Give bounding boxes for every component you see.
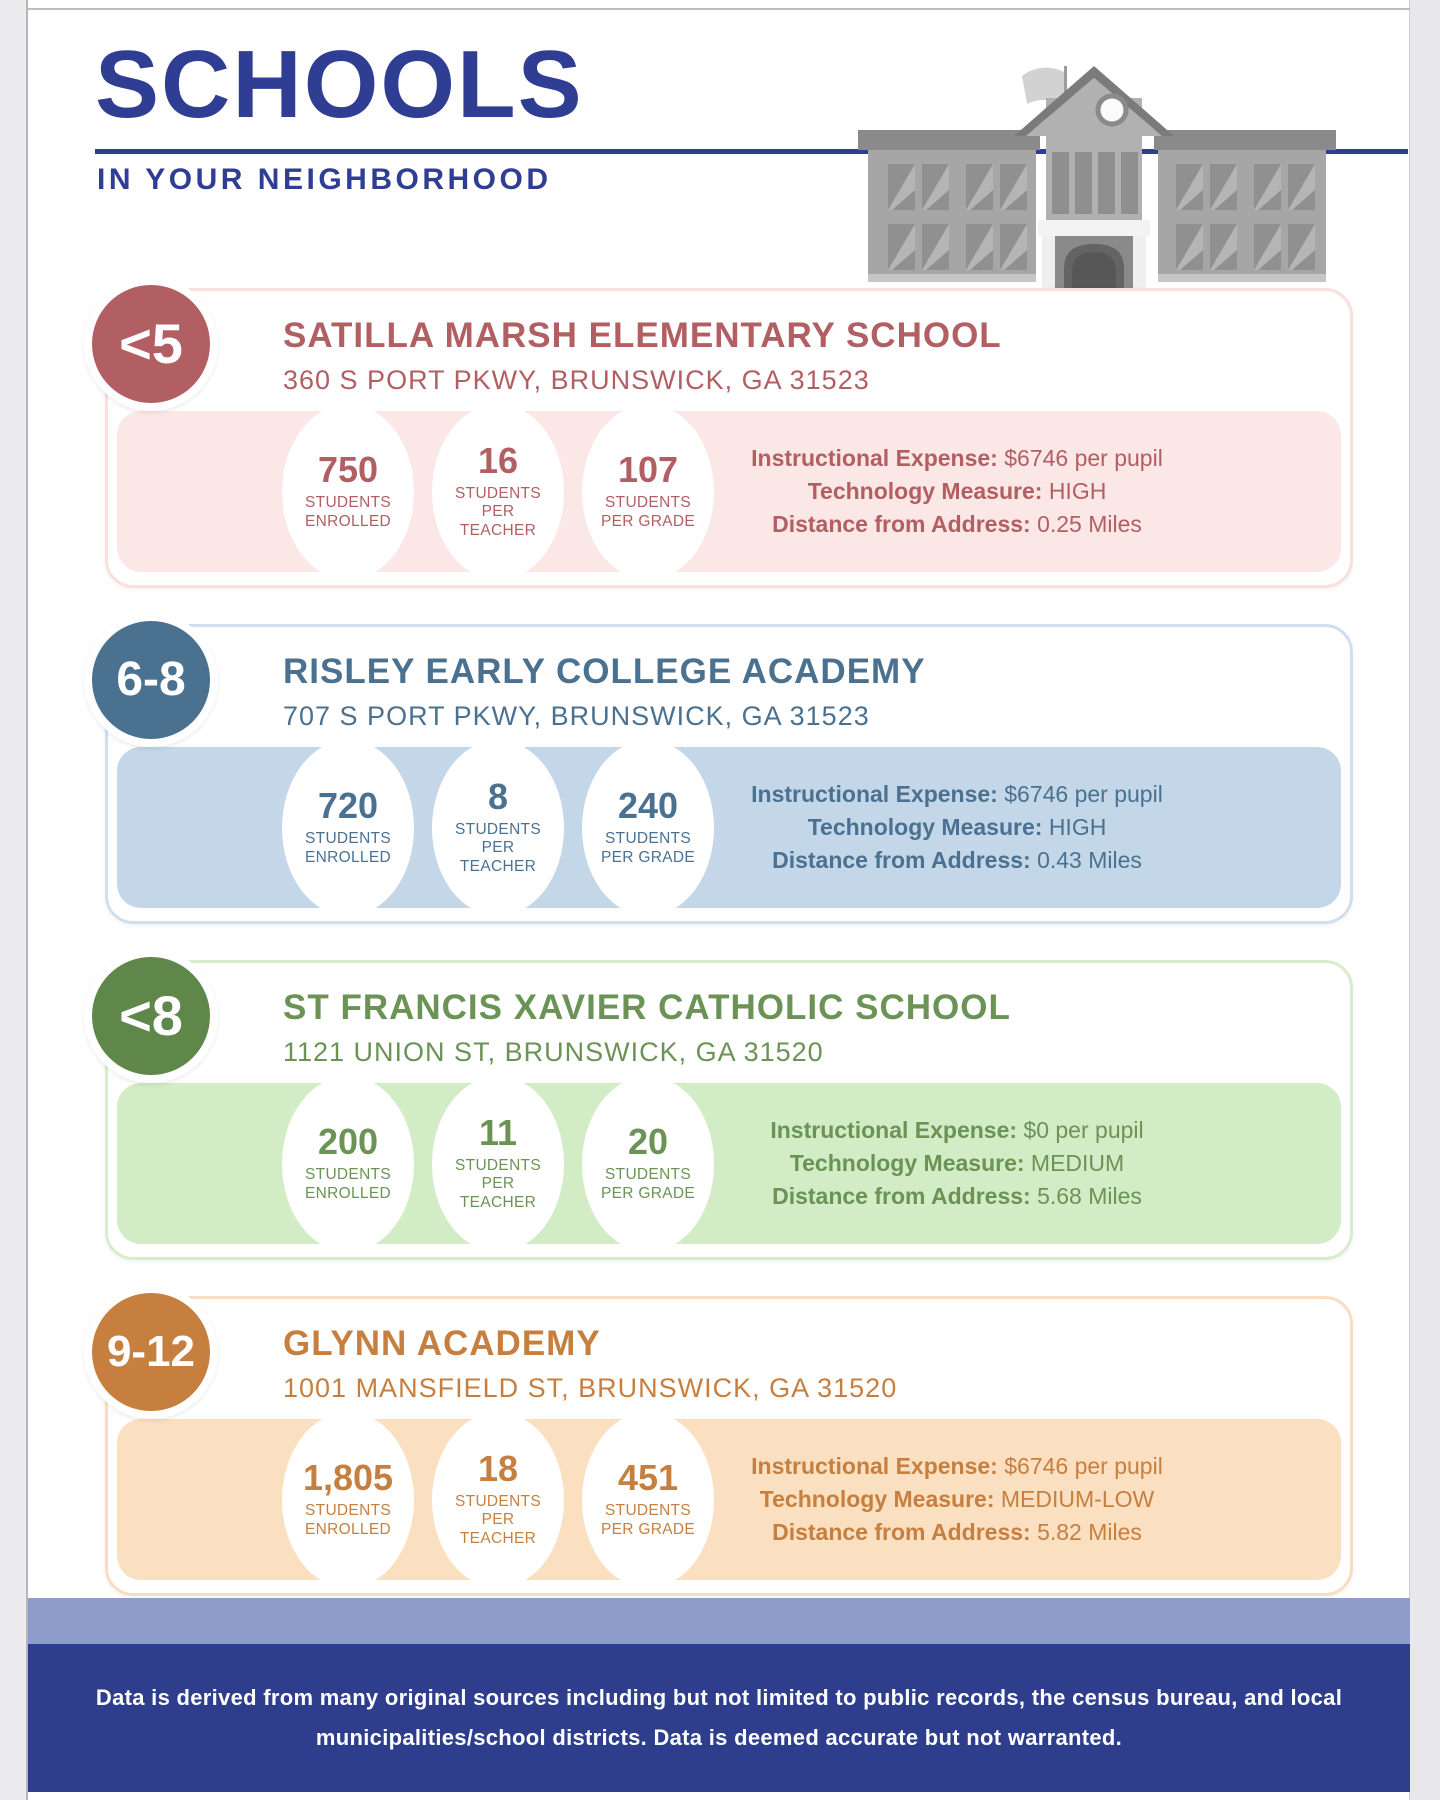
stat-value: 11 xyxy=(478,1111,518,1153)
footer-accent-strip xyxy=(28,1598,1410,1644)
detail-value: 5.82 Miles xyxy=(1037,1519,1142,1546)
detail-value: $6746 per pupil xyxy=(1004,444,1163,471)
detail-label: Instructional Expense: xyxy=(770,1116,1018,1143)
stat-bubble-enrolled xyxy=(282,740,414,916)
detail-label: Distance from Address: xyxy=(772,1183,1031,1210)
stat-value: 107 xyxy=(617,448,679,490)
page-subtitle: IN YOUR NEIGHBORHOOD xyxy=(97,163,552,196)
details-block xyxy=(737,1113,1177,1213)
detail-label: Instructional Expense: xyxy=(751,780,998,807)
school-card-risley xyxy=(105,624,1353,924)
school-card-list xyxy=(105,288,1353,1632)
stat-bubble-enrolled xyxy=(282,1076,414,1252)
detail-value: 0.43 Miles xyxy=(1037,847,1142,874)
stat-bubble-enrolled xyxy=(282,1412,414,1588)
stat-label: STUDENTS PER TEACHER xyxy=(455,820,541,875)
detail-line-expense xyxy=(737,1113,1177,1146)
grade-range-label: 6-8 xyxy=(116,653,186,706)
detail-value: $6746 per pupil xyxy=(1004,780,1163,807)
grade-range-badge xyxy=(84,613,218,747)
detail-line-expense xyxy=(737,1449,1177,1482)
detail-label: Distance from Address: xyxy=(772,847,1031,874)
stats-row xyxy=(282,740,714,916)
grade-range-badge xyxy=(84,949,218,1083)
grade-range-label: 9-12 xyxy=(106,1327,196,1376)
card-header xyxy=(108,1299,1350,1404)
detail-value: HIGH xyxy=(1048,477,1107,504)
stat-value: 1,805 xyxy=(302,1456,394,1498)
stat-label: STUDENTS PER GRADE xyxy=(601,829,695,866)
stat-value: 240 xyxy=(617,784,679,826)
school-address: 1001 MANSFIELD ST, BRUNSWICK, GA 31520 xyxy=(283,1372,898,1403)
stats-panel xyxy=(117,747,1341,908)
stats-row xyxy=(282,404,714,580)
stat-label: STUDENTS PER GRADE xyxy=(601,1165,695,1202)
stat-value: 200 xyxy=(317,1120,379,1162)
detail-line-distance xyxy=(737,508,1177,541)
school-address: 1121 UNION ST, BRUNSWICK, GA 31520 xyxy=(283,1036,824,1067)
stat-bubble-enrolled xyxy=(282,404,414,580)
stat-bubble-per-teacher xyxy=(432,1412,564,1588)
card-header xyxy=(108,291,1350,396)
disclaimer-line-1: Data is derived from many original sources including but not limited to public records, the census bureau, and local xyxy=(95,1685,1343,1710)
school-card-satilla-marsh xyxy=(105,288,1353,588)
detail-line-distance xyxy=(737,1180,1177,1213)
school-building-icon xyxy=(858,40,1336,288)
stat-value: 20 xyxy=(627,1120,669,1162)
detail-value: 5.68 Miles xyxy=(1037,1183,1142,1210)
school-address: 360 S PORT PKWY, BRUNSWICK, GA 31523 xyxy=(283,364,870,395)
detail-label: Instructional Expense: xyxy=(751,1452,998,1479)
detail-label: Technology Measure: xyxy=(807,477,1043,504)
stat-value: 720 xyxy=(317,784,379,826)
stat-value: 8 xyxy=(487,775,509,817)
detail-value: HIGH xyxy=(1048,813,1107,840)
page-edge-left xyxy=(0,0,28,1800)
grade-range-badge xyxy=(84,277,218,411)
school-name: RISLEY EARLY COLLEGE ACADEMY xyxy=(283,652,926,691)
stat-bubble-per-grade xyxy=(582,1076,714,1252)
grade-range-label: <8 xyxy=(119,984,183,1047)
stat-label: STUDENTS ENROLLED xyxy=(305,829,391,866)
stats-panel xyxy=(117,1419,1341,1580)
stat-value: 16 xyxy=(477,439,519,481)
stat-label: STUDENTS PER TEACHER xyxy=(455,1492,541,1547)
card-header xyxy=(108,627,1350,732)
details-block xyxy=(737,1449,1177,1549)
school-card-st-francis xyxy=(105,960,1353,1260)
detail-value: $0 per pupil xyxy=(1023,1116,1144,1143)
detail-label: Distance from Address: xyxy=(772,1519,1031,1546)
stat-bubble-per-grade xyxy=(582,1412,714,1588)
page-title: SCHOOLS xyxy=(95,31,584,138)
detail-label: Technology Measure: xyxy=(759,1485,995,1512)
details-block xyxy=(737,777,1177,877)
stat-label: STUDENTS PER GRADE xyxy=(601,493,695,530)
stat-label: STUDENTS ENROLLED xyxy=(305,1165,391,1202)
detail-label: Distance from Address: xyxy=(772,511,1031,538)
detail-value: $6746 per pupil xyxy=(1004,1452,1163,1479)
disclaimer-line-2: municipalities/school districts. Data is deemed accurate but not warranted. xyxy=(315,1725,1123,1750)
grade-range-badge xyxy=(84,1285,218,1419)
stat-bubble-per-teacher xyxy=(432,404,564,580)
stat-value: 18 xyxy=(477,1447,519,1489)
stat-label: STUDENTS ENROLLED xyxy=(305,493,391,530)
stat-value: 451 xyxy=(617,1456,679,1498)
detail-label: Technology Measure: xyxy=(789,1149,1025,1176)
stat-bubble-per-grade xyxy=(582,404,714,580)
page-edge-right xyxy=(1409,0,1440,1800)
card-header xyxy=(108,963,1350,1068)
stat-bubble-per-grade xyxy=(582,740,714,916)
detail-label: Instructional Expense: xyxy=(751,444,998,471)
detail-line-distance xyxy=(737,844,1177,877)
footer-disclaimer xyxy=(28,1644,1410,1792)
school-card-glynn-academy xyxy=(105,1296,1353,1596)
detail-line-technology xyxy=(737,1147,1177,1180)
detail-line-technology xyxy=(737,1483,1177,1516)
school-name: SATILLA MARSH ELEMENTARY SCHOOL xyxy=(283,316,1002,355)
detail-line-technology xyxy=(737,811,1177,844)
detail-line-expense xyxy=(737,441,1177,474)
stat-label: STUDENTS ENROLLED xyxy=(305,1501,391,1538)
school-address: 707 S PORT PKWY, BRUNSWICK, GA 31523 xyxy=(283,700,870,731)
stat-label: STUDENTS PER GRADE xyxy=(601,1501,695,1538)
detail-value: MEDIUM-LOW xyxy=(1000,1485,1155,1512)
detail-line-technology xyxy=(737,475,1177,508)
school-name: ST FRANCIS XAVIER CATHOLIC SCHOOL xyxy=(283,988,1011,1027)
stat-value: 750 xyxy=(317,448,379,490)
details-block xyxy=(737,441,1177,541)
grade-range-label: <5 xyxy=(119,312,183,375)
detail-value: MEDIUM xyxy=(1030,1149,1125,1176)
stat-bubble-per-teacher xyxy=(432,1076,564,1252)
detail-value: 0.25 Miles xyxy=(1037,511,1142,538)
stats-row xyxy=(282,1076,714,1252)
stats-panel xyxy=(117,411,1341,572)
detail-line-expense xyxy=(737,777,1177,810)
stats-row xyxy=(282,1412,714,1588)
stats-panel xyxy=(117,1083,1341,1244)
stat-label: STUDENTS PER TEACHER xyxy=(455,484,541,539)
detail-label: Technology Measure: xyxy=(807,813,1043,840)
detail-line-distance xyxy=(737,1516,1177,1549)
stat-label: STUDENTS PER TEACHER xyxy=(455,1156,541,1211)
school-name: GLYNN ACADEMY xyxy=(283,1324,601,1363)
page-edge-top xyxy=(28,8,1410,10)
stat-bubble-per-teacher xyxy=(432,740,564,916)
